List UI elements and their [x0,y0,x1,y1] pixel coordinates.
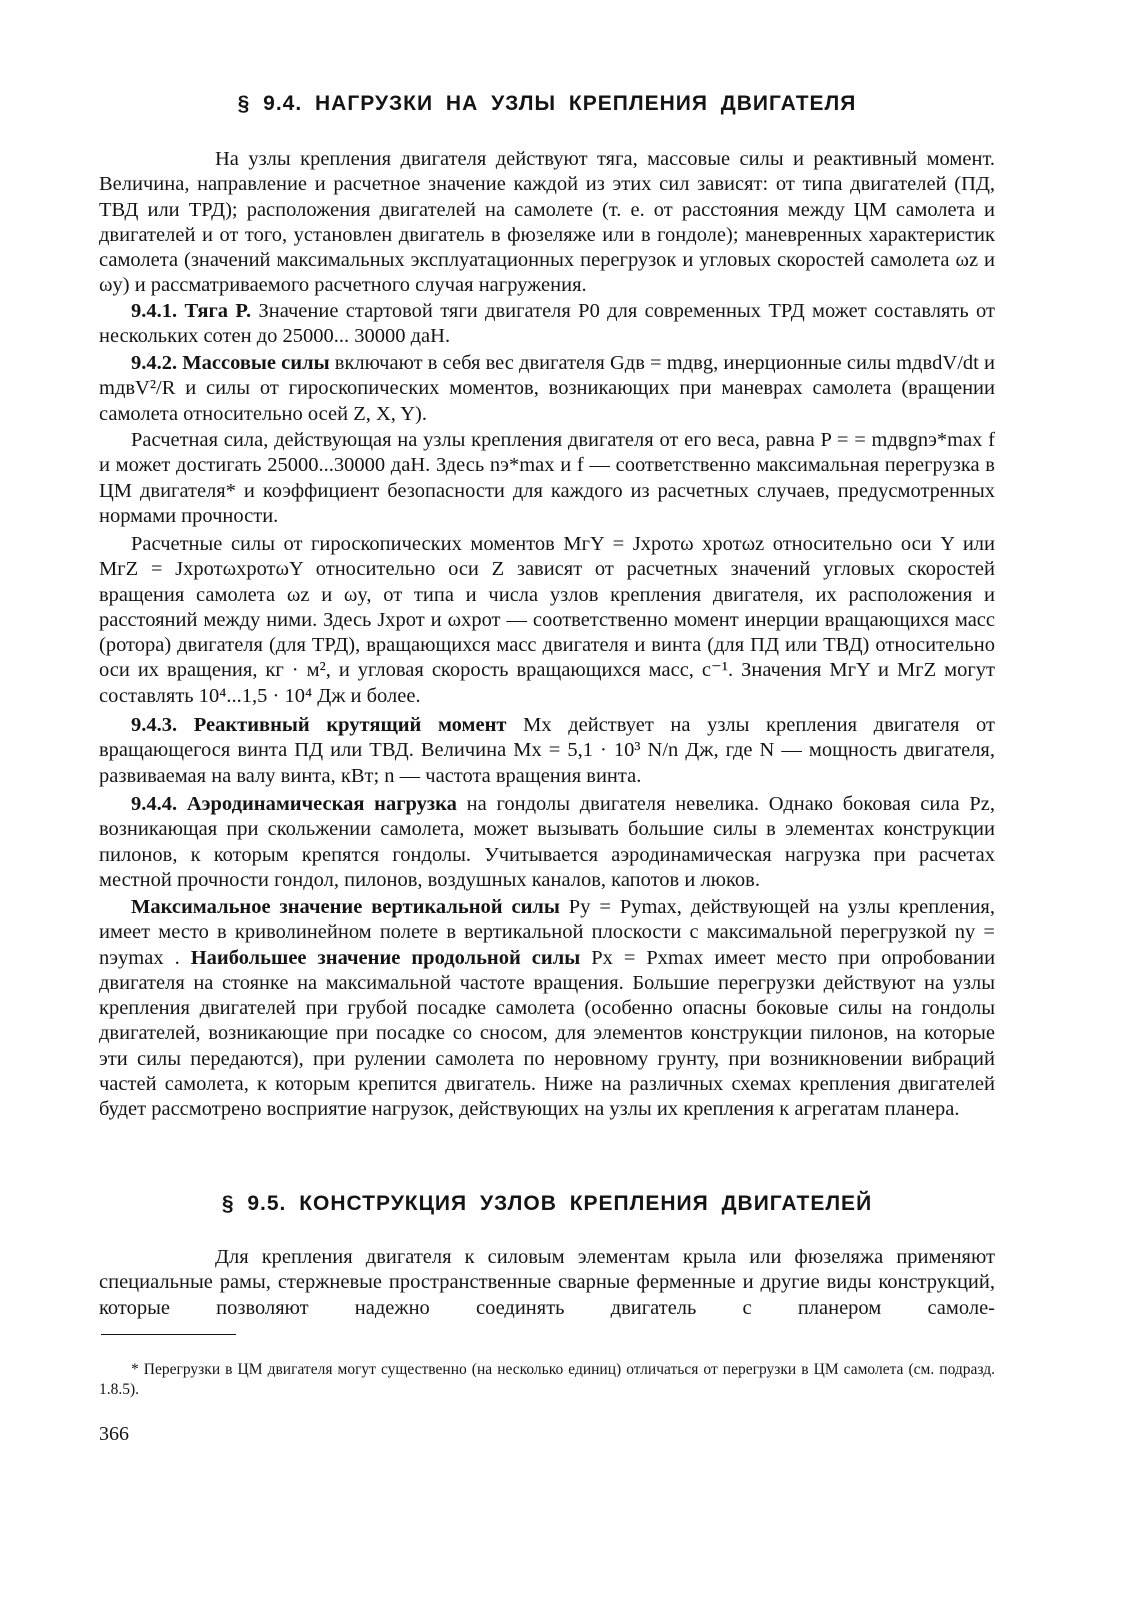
paragraph-9-4-2-text: включают в себя вес двигателя Gдв = mдвg, инерционные силы mдвdV/dt и mдвV²/R и силы от гироскопических моментов, возникающих при маневрах самолета (вращении самолета относительно осей Z, X, Y). [99,352,995,425]
paragraph-9-4-3-text: Mx действует на узлы крепления двигателя от вращающегося винта ПД или ТВД. Величина Mx = 5,1 · 10³ N/n Дж, где N — мощность двигателя, развиваемая на валу винта, кВт; n — частота вращения винта. [99,714,995,787]
section-9-4-intro: На узлы крепления двигателя действуют тяга, массовые силы и реактивный момент. Величина, направление и расчетное значение каждой из этих сил зависят: от типа двигателей (ПД, ТВД или ТРД); расположения двигателей на самолете (т. е. от расстояния между ЦМ самолета и двигателей и от того, установлен двигатель в фюзеляже или в гондоле); маневренных характеристик самолета (значений максимальных эксплуатационных перегрузок и угловых скоростей самолета ωz и ωy) и рассматриваемого расчетного случая нагружения. [99,148,995,297]
paragraph-9-4-1-heading: 9.4.1. Тяга P. [131,300,252,322]
paragraph-9-4-2 [99,351,995,427]
max-vertical-force-heading: Максимальное значение вертикальной силы [131,896,560,918]
paragraph-max-forces [99,895,995,1123]
paragraph-9-4-4-heading: 9.4.4. Аэродинамическая нагрузка [131,793,457,815]
section-9-5-intro: Для крепления двигателя к силовым элементам крыла или фюзеляжа применяют специальные рамы, стержневые пространственные сварные ферменные и другие виды конструкций, которые позволяют надежно соединять двигатель с планером самоле- [99,1246,995,1319]
paragraph-gyroscopic: Расчетные силы от гироскопических моментов MгY = Jxротω xротωz относительно оси Y или MгZ = JxротωxротωY относительно оси Z зависят от расчетных значений угловых скоростей вращения самолета ωz и ωy, от типа и числа узлов крепления двигателя, их расположения и расстояний между ними. Здесь Jxрот и ωxрот — соответственно момент инерции вращающихся масс (ротора) двигателя (для ТРД), вращающихся масс двигателя и винта (для ПД или ТВД) относительно оси их вращения, кг · м², и угловая скорость вращающихся масс, с⁻¹. Значения MгY и MгZ могут составлять 10⁴...1,5 · 10⁴ Дж и более. [99,533,995,707]
paragraph-9-4-4 [99,792,995,893]
max-longitudinal-force-text: Px = Pxmax имеет место при опробовании двигателя на стоянке на максимальной частоте вращения. Большие перегрузки действуют на узлы крепления двигателей при грубой посадке самолета (особенно опасны боковые силы на гондолы двигателей, возникающие при посадке со сносом, для элементов конструкции пилонов, на которые эти силы передаются), при рулении самолета по неровному грунту, при возникновении вибраций частей самолета, к которым крепится двигатель. Ниже на различных схемах крепления двигателей будет рассмотрено восприятие нагрузок, действующих на узлы их крепления к агрегатам планера. [99,946,996,1121]
max-vertical-force-text: Py = Pymax, действующей на узлы крепления, имеет место в криволинейном полете в вертикальной плоскости с максимальной перегрузкой ny = nэymax . [99,896,995,969]
section-9-4-title: § 9.4. НАГРУЗКИ НА УЗЛЫ КРЕПЛЕНИЯ ДВИГАТЕЛЯ [237,92,857,115]
paragraph-9-4-2-heading: 9.4.2. Массовые силы [131,352,330,374]
paragraph-9-4-1-text: Значение стартовой тяги двигателя P0 для современных ТРД может составлять от нескольких сотен до 25000... 30000 даН. [99,300,995,348]
paragraph-9-4-1 [99,299,995,350]
paragraph-9-4-4-text: на гондолы двигателя невелика. Однако боковая сила Pz, возникающая при скольжении самолета, может вызывать большие силы в элементах конструкции пилонов, к которым крепятся гондолы. Учитывается аэродинамическая нагрузка при расчетах местной прочности гондол, пилонов, воздушных каналов, капотов и люков. [99,793,995,891]
page-number: 366 [99,1423,129,1445]
max-longitudinal-force-heading: Наибольшее значение продольной силы [190,946,581,969]
footnote: * Перегрузки в ЦМ двигателя могут существенно (на несколько единиц) отличаться от перегрузки в ЦМ самолета (см. подразд. 1.8.5). [99,1361,995,1398]
footnote-divider [101,1334,236,1335]
paragraph-design-force: Расчетная сила, действующая на узлы крепления двигателя от его веса, равна P = = mдвgnэ*max f и может достигать 25000...30000 даН. Здесь nэ*max и f — соответственно максимальная перегрузка в ЦМ двигателя* и коэффициент безопасности для каждого из расчетных случаев, предусмотренных нормами прочности. [99,429,995,527]
paragraph-9-4-3 [99,713,995,789]
section-9-5-title: § 9.5. КОНСТРУКЦИЯ УЗЛОВ КРЕПЛЕНИЯ ДВИГАТЕЛЕЙ [221,1192,873,1215]
paragraph-9-4-3-heading: 9.4.3. Реактивный крутящий момент [131,714,507,736]
